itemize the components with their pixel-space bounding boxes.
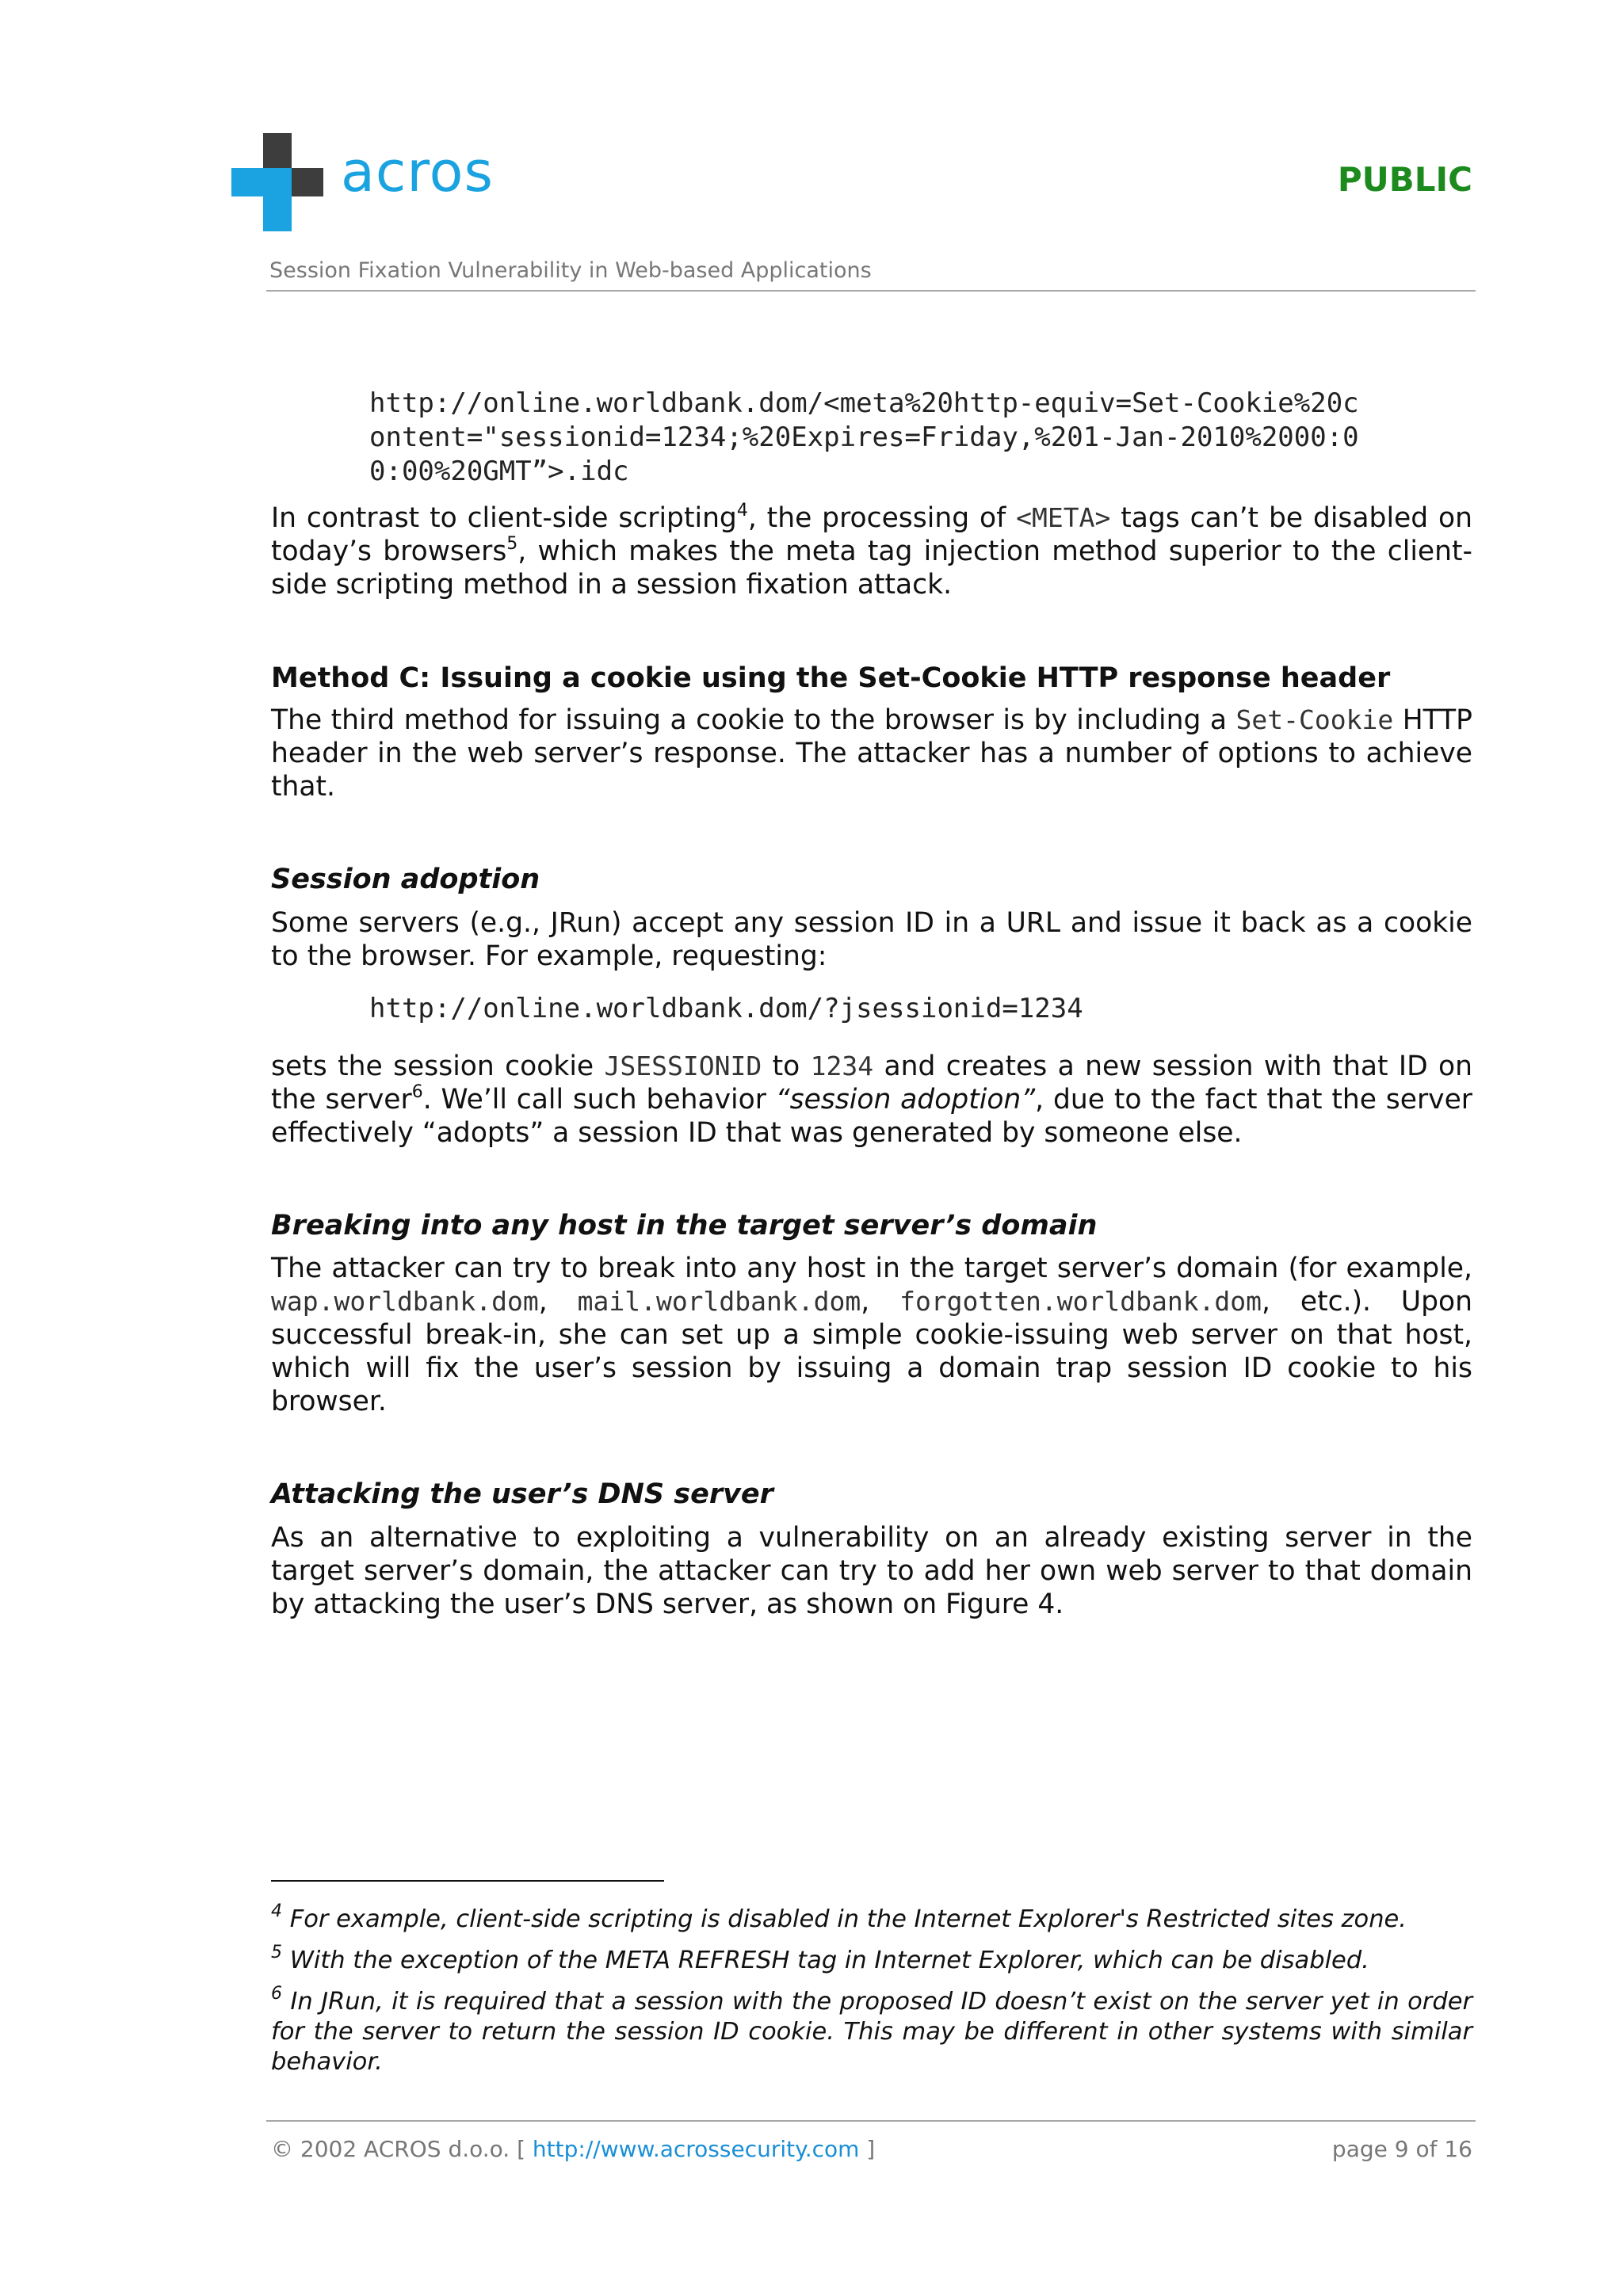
code-line: 0:00%20GMT”>.idc [369,456,629,487]
text: and creates a new session with that ID on the server [271,1051,1472,1116]
header-divider [266,290,1476,292]
inline-code: forgotten.worldbank.dom [899,1286,1262,1317]
inline-code: Set-Cookie [1235,704,1394,735]
subsection-heading-session-adoption: Session adoption [271,864,540,895]
footnote-6 [271,1983,1472,2077]
footnote-divider [271,1880,664,1882]
text: sets the session cookie [271,1051,605,1082]
subsection-heading-breaking-into-host: Breaking into any host in the target server’s domain [271,1210,1098,1241]
text: tags can’t be disabled on today’s browsers [271,502,1473,567]
footnote-ref[interactable]: 4 [736,500,748,521]
footnote-text: In JRun, it is required that a session with the proposed ID doesn’t exist on the server yet in order for the server to return the session ID cookie. This may be different in other systems with similar behavior. [271,1988,1472,2076]
classification-label: PUBLIC [1337,160,1472,199]
footnote-text: With the exception of the META REFRESH tag in Internet Explorer, which can be disabled. [282,1947,1369,1974]
section-heading-method-c: Method C: Issuing a cookie using the Set-Cookie HTTP response header [271,662,1391,694]
code-block-jsessionid-url: http://online.worldbank.dom/?jsessionid=1234 [369,993,1083,1024]
footnote-number: 4 [271,1901,282,1921]
copyright-text: © 2002 ACROS d.o.o. [ [271,2136,533,2162]
text: , due to the fact that the server effectively “adopts” a session ID that was generated by someone else. [271,1084,1472,1149]
inline-code: mail.worldbank.dom [577,1286,861,1317]
page-number: page 9 of 16 [1331,2136,1472,2162]
footnote-4 [271,1901,1472,1935]
text: to [762,1051,811,1082]
logo-cross-dark-segment [263,133,292,168]
text: The attacker can try to break into any host in the target server’s domain (for example, [271,1253,1472,1284]
paragraph-meta-tags [271,502,1472,601]
text: HTTP header in the web server’s response. The attacker has a number of options to achieve that. [271,704,1472,803]
text: , which makes the meta tag injection method superior to the client-side scripting method in a session fixation attack. [271,536,1472,601]
footnote-text: For example, client-side scripting is disabled in the Internet Explorer's Restricted sites zone. [282,1905,1407,1933]
logo-wordmark: acros [341,139,494,204]
footnote-5 [271,1942,1472,1976]
bracket-text: ] [859,2136,876,2162]
emphasis: “session adoption” [775,1084,1036,1116]
text: . We’ll call such behavior [422,1084,776,1116]
text: , the processing of [747,502,1017,534]
code-line: http://online.worldbank.dom/<meta%20http-equiv=Set-Cookie%20c [369,387,1359,419]
footnote-number: 6 [271,1983,282,2004]
footer-divider [266,2120,1476,2122]
text: , etc.). Upon successful break-in, she can set up a simple cookie-issuing web server on that host, which will fix the user’s session by issuing a domain trap session ID cookie to his browser. [271,1286,1472,1417]
document-subtitle: Session Fixation Vulnerability in Web-based Applications [269,258,872,283]
inline-code: JSESSIONID [604,1051,762,1081]
paragraph-dns-attack: As an alternative to exploiting a vulnerability on an already existing server in the target server’s domain, the attacker can try to add her own web server to that domain by attacking the user’s DNS server, as shown on Figure 4. [271,1522,1472,1620]
footnote-ref[interactable]: 5 [506,533,518,554]
footnote-number: 5 [271,1942,282,1962]
footer-copyright [271,2136,875,2162]
code-line: ontent="sessionid=1234;%20Expires=Friday,%201-Jan-2010%2000:0 [369,421,1359,453]
inline-code: <META> [1016,502,1111,533]
footnote-ref[interactable]: 6 [411,1081,423,1102]
code-block-meta-url [369,387,1479,489]
text: , [861,1286,900,1318]
website-link[interactable]: http://www.acrossecurity.com [532,2136,860,2162]
subsection-heading-dns: Attacking the user’s DNS server [271,1478,773,1510]
text: The third method for issuing a cookie to the browser is by including a [271,704,1236,736]
text: In contrast to client-side scripting [271,502,737,534]
text: , [538,1286,578,1318]
inline-code: wap.worldbank.dom [271,1286,539,1317]
paragraph-set-cookie [271,704,1472,803]
paragraph-session-adoption [271,1050,1472,1150]
paragraph-jrun: Some servers (e.g., JRun) accept any session ID in a URL and issue it back as a cookie to the browser. For example, requesting: [271,907,1472,972]
inline-code: 1234 [810,1051,874,1081]
paragraph-break-in [271,1252,1472,1418]
logo-cross-dark-segment-right [292,168,323,196]
